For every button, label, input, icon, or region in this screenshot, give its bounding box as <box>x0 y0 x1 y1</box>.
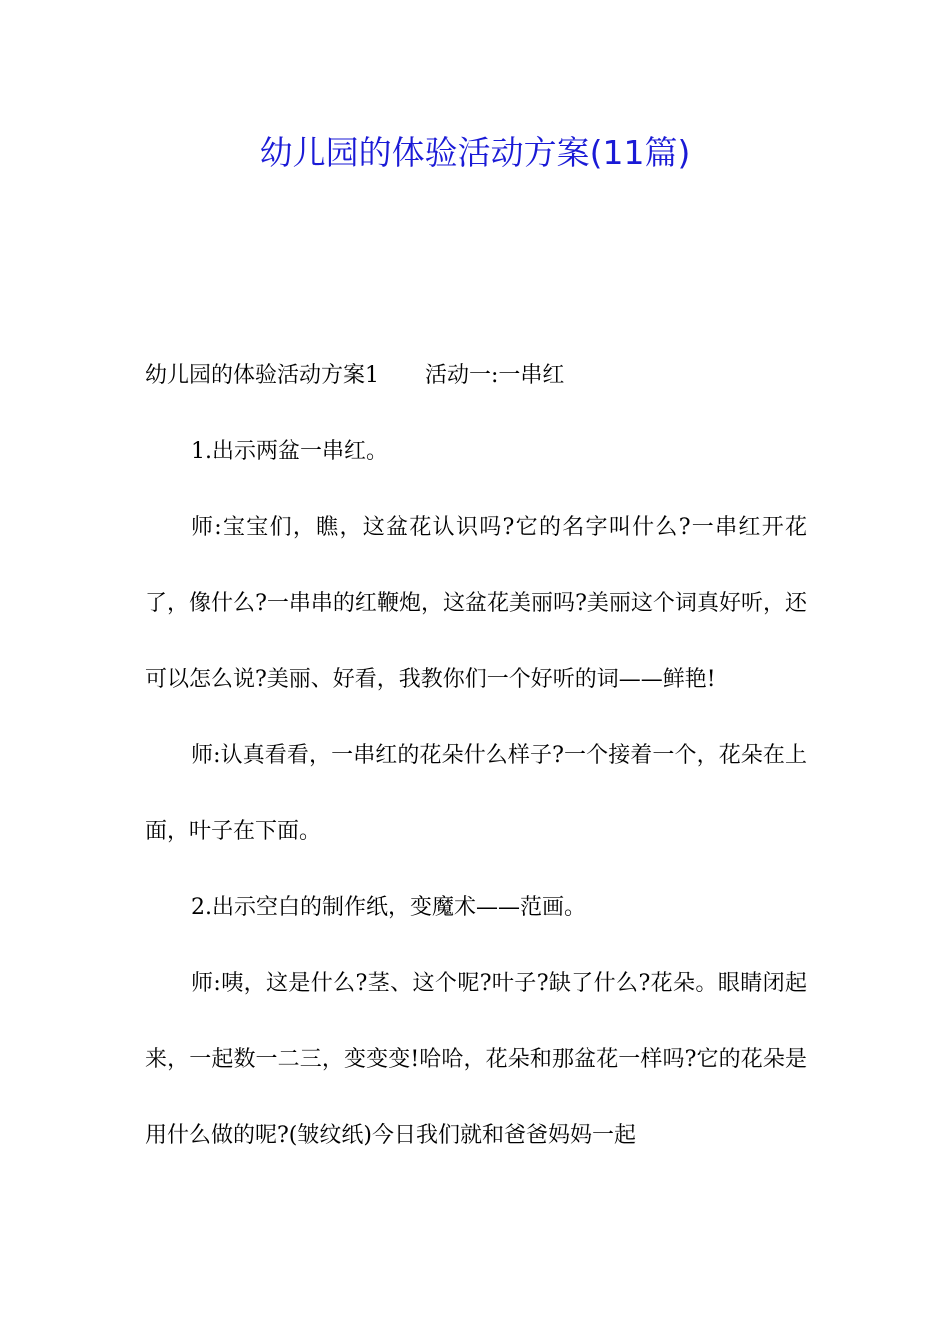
paragraph-5: 师:咦，这是什么?茎、这个呢?叶子?缺了什么?花朵。眼睛闭起来，一起数一二三，变变变!哈哈，花朵和那盆花一样吗?它的花朵是用什么做的呢?(皱纹纸)今日我们就和爸爸妈妈一起 <box>145 971 807 1148</box>
paragraph-3: 师:认真看看，一串红的花朵什么样子?一个接着一个，花朵在上面，叶子在下面。 <box>145 743 807 844</box>
paragraph-1: 1.出示两盆一串红。 <box>191 439 388 464</box>
document-body <box>145 338 807 1174</box>
section-heading <box>145 338 807 414</box>
document-title: 幼儿园的体验活动方案(11篇) <box>259 133 691 172</box>
section-heading-title: 幼儿园的体验活动方案1 <box>145 363 379 388</box>
paragraph-2: 师:宝宝们，瞧，这盆花认识吗?它的名字叫什么?一串红开花了，像什么?一串串的红鞭炮，这盆花美丽吗?美丽这个词真好听，还可以怎么说?美丽、好看，我教你们一个好听的词——鲜艳! <box>145 515 807 692</box>
section-heading-activity: 活动一:一串红 <box>425 363 565 388</box>
paragraph-4: 2.出示空白的制作纸，变魔术——范画。 <box>191 895 586 920</box>
